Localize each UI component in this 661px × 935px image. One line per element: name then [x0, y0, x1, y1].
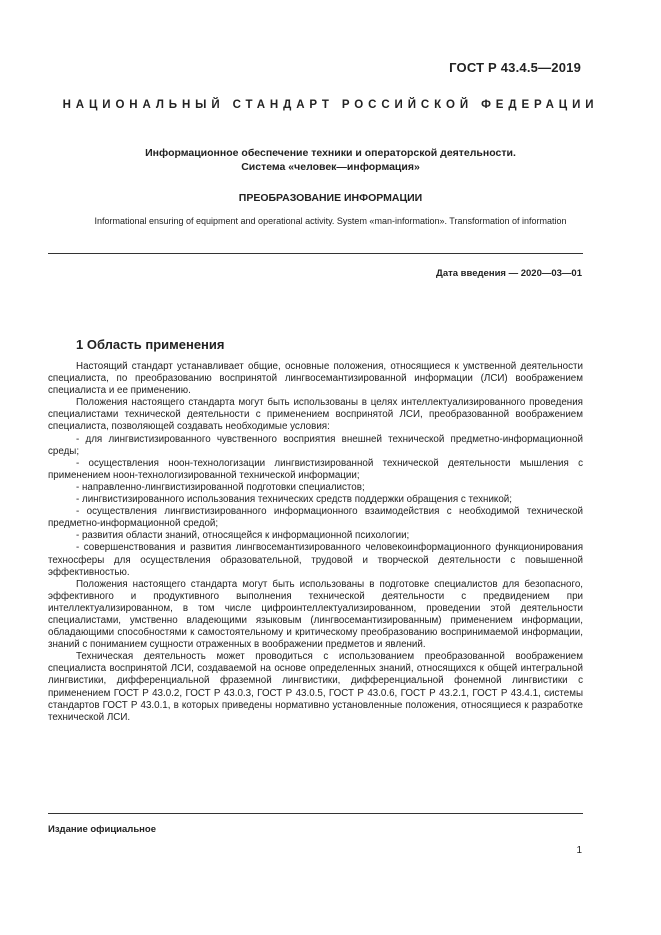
list-item: - направленно-лингвистизированной подготовки специалистов; [76, 481, 365, 493]
list-item: - для лингвистизированного чувственного восприятия внешней технической предметно-информационной среды; [48, 433, 583, 457]
divider-top [48, 253, 583, 254]
list-item: - лингвистизированного использования технических средств поддержки обращения с техникой; [76, 494, 512, 506]
title-block [0, 146, 661, 227]
paragraph: Положения настоящего стандарта могут быть использованы в целях интеллектуализированного проведения специалистами технической деятельности с применением воспринятой ЛСИ, преобразованной воображением специалиста, позволяющей создавать необходимые условия: [48, 397, 583, 433]
title-english: Informational ensuring of equipment and operational activity. System «man-information». Transformation of information [94, 216, 567, 226]
title-line-1: Информационное обеспечение техники и операторской деятельности. [145, 147, 516, 159]
section-title: 1 Область применения [76, 337, 225, 352]
introduction-date: Дата введения — 2020—03—01 [436, 268, 582, 279]
page-number: 1 [576, 845, 582, 856]
list-item: - осуществления ноон-технологизации лингвистизированной технической деятельности мышления с применением ноон-технологизированной технической информации; [48, 457, 583, 481]
edition-label: Издание официальное [48, 824, 156, 835]
list-item: - осуществления лингвистизированного информационного взаимодействия с необходимой технической предметно-информационной средой; [48, 506, 583, 530]
title-line-2: Система «человек—информация» [241, 161, 420, 173]
section-body [48, 361, 583, 724]
list-item: - развития области знаний, относящейся к информационной психологии; [76, 530, 410, 542]
list-item: - совершенствования и развития лингвосемантизированного человекоинформационного функционирования техносферы для осуществления образовательной, трудовой и творческой деятельности с повышенной эффективностью. [48, 542, 583, 578]
paragraph: Настоящий стандарт устанавливает общие, основные положения, относящиеся к умственной деятельности специалиста, по преобразованию воспринятой лингвосемантизированной информации (ЛСИ) воображением специалиста и ее применению. [48, 361, 583, 397]
standard-code: ГОСТ Р 43.4.5—2019 [449, 60, 581, 75]
divider-bottom [48, 813, 583, 814]
title-subtitle: ПРЕОБРАЗОВАНИЕ ИНФОРМАЦИИ [238, 192, 423, 204]
paragraph: Положения настоящего стандарта могут быть использованы в подготовке специалистов для безопасного, эффективного и продуктивного выполнения технической деятельности с предвидением при интеллектуализированном, в том числе цифроинтеллектуализированном, проведении этой деятельности специалистами, умственно владеющими языковым (лингвосемантизированным) применением информации, обладающими способностями к самостоятельному и критическому преобразованию воспринимаемой информации, знаний с пониманием сущности отраженных в воображении предметов и явлений. [48, 578, 583, 651]
paragraph: Техническая деятельность может проводиться с использованием преобразованной воображением специалиста воспринятой ЛСИ, создаваемой на основе определенных знаний, относящихся к общей интегральной лингвистики, дифференциальной фраземной лингвистики, дифференциальной фонемной лингвистики с применением ГОСТ Р 43.0.2, ГОСТ Р 43.0.3, ГОСТ Р 43.0.5, ГОСТ Р 43.0.6, ГОСТ Р 43.2.1, ГОСТ Р 43.4.1, системы стандартов ГОСТ Р 43.0.1, в которых приведены нормативно установленные положения, относящиеся к разработке технической ЛСИ. [48, 651, 583, 723]
national-standard-heading: НАЦИОНАЛЬНЫЙ СТАНДАРТ РОССИЙСКОЙ ФЕДЕРАЦИИ [62, 99, 599, 111]
